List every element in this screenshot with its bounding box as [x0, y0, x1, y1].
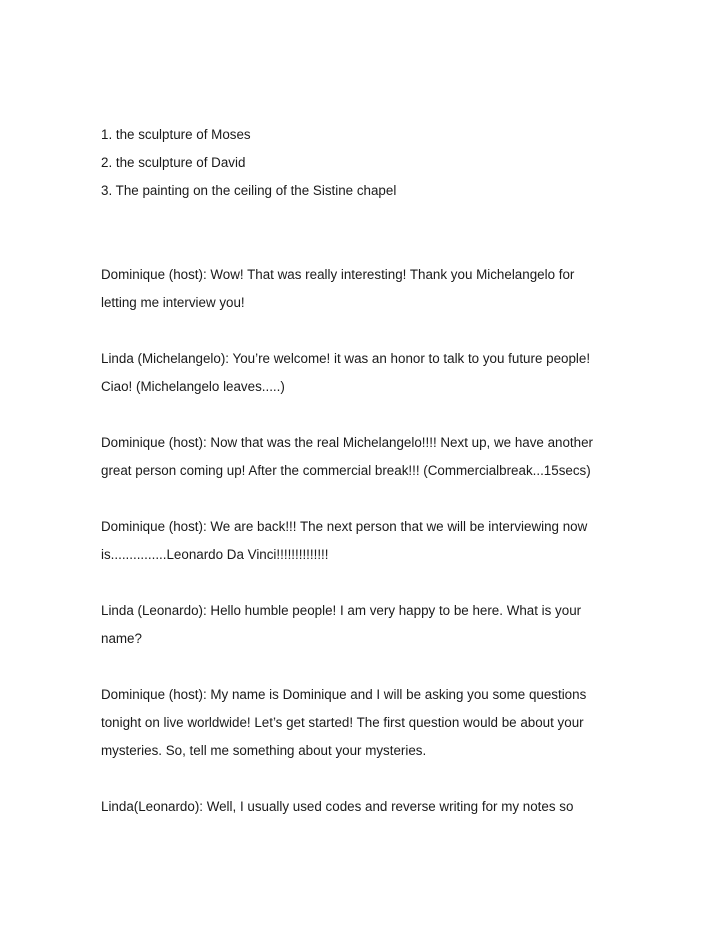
- document-body: [101, 121, 661, 821]
- dialogue-line: tonight on live worldwide! Let’s get started! The first question would be about your: [101, 715, 584, 730]
- dialogue-line: Dominique (host): My name is Dominique and I will be asking you some questions: [101, 687, 587, 702]
- list-item: 3. The painting on the ceiling of the Sistine chapel: [101, 183, 397, 198]
- paragraph-spacer: [101, 205, 661, 233]
- paragraph-spacer: [101, 233, 661, 261]
- paragraph-spacer: [101, 317, 661, 345]
- dialogue-line: name?: [101, 631, 142, 646]
- paragraph-spacer: [101, 569, 661, 597]
- dialogue-line: Linda (Michelangelo): You’re welcome! it was an honor to talk to you future people!: [101, 351, 591, 366]
- dialogue-line: mysteries. So, tell me something about your mysteries.: [101, 743, 427, 758]
- dialogue-line: Dominique (host): We are back!!! The next person that we will be interviewing now: [101, 519, 588, 534]
- paragraph-spacer: [101, 485, 661, 513]
- dialogue-line: is...............Leonardo Da Vinci!!!!!!!!!!!!!!: [101, 547, 329, 562]
- paragraph-spacer: [101, 765, 661, 793]
- list-item: 1. the sculpture of Moses: [101, 127, 251, 142]
- dialogue-line: Linda (Leonardo): Hello humble people! I am very happy to be here. What is your: [101, 603, 582, 618]
- dialogue-line: Linda(Leonardo): Well, I usually used codes and reverse writing for my notes so: [101, 799, 574, 814]
- dialogue-line: great person coming up! After the commercial break!!! (Commercialbreak...15secs): [101, 463, 591, 478]
- dialogue-line: Dominique (host): Now that was the real Michelangelo!!!! Next up, we have another: [101, 435, 593, 450]
- dialogue-line: Dominique (host): Wow! That was really interesting! Thank you Michelangelo for: [101, 267, 575, 282]
- dialogue-line: letting me interview you!: [101, 295, 245, 310]
- paragraph-spacer: [101, 401, 661, 429]
- list-item: 2. the sculpture of David: [101, 155, 246, 170]
- paragraph-spacer: [101, 653, 661, 681]
- dialogue-line: Ciao! (Michelangelo leaves.....): [101, 379, 285, 394]
